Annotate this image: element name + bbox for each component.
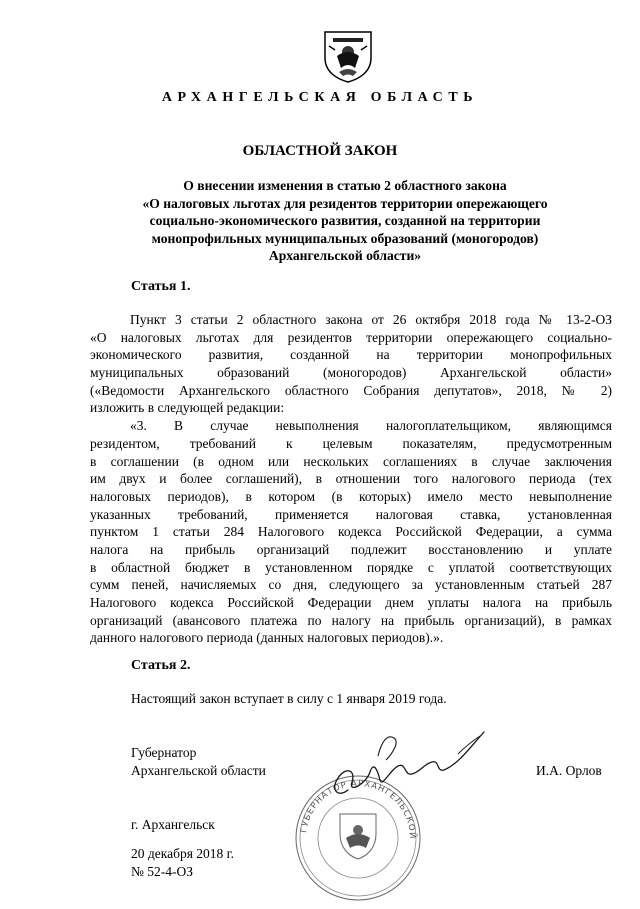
- handwritten-signature: [308, 720, 498, 810]
- law-number: № 52-4-ОЗ: [131, 864, 194, 879]
- article-1-line: Налогового кодекса Российской Федерации днем уплаты налога на прибыль: [90, 595, 612, 610]
- law-title-line: Архангельской области»: [268, 248, 422, 263]
- law-title-line: «О налоговых льготах для резидентов территории опережающего: [142, 195, 548, 211]
- issue-date: 20 декабря 2018 г.: [131, 846, 235, 861]
- article-1-line: налога на прибыль организаций подлежит восстановлению и уплате: [90, 541, 612, 557]
- article-1-line: в соглашении (в одном или нескольких соглашениях в случае заключения: [90, 453, 612, 469]
- article-1-line: организаций (авансового платежа по налогу на прибыль организаций), в рамках: [90, 612, 612, 628]
- signatory-region: Архангельской области: [131, 763, 266, 778]
- law-title-line: монопрофильных муниципальных образований (моногородов): [151, 230, 539, 246]
- coat-of-arms-emblem: [319, 28, 377, 84]
- region-name: АРХАНГЕЛЬСКАЯ ОБЛАСТЬ: [161, 90, 479, 105]
- article-1-heading: Статья 1.: [131, 279, 191, 294]
- signatory-name: И.А. Орлов: [536, 763, 602, 778]
- article-1-line: в областной бюджет в установленном порядке с уплатой соответствующих: [90, 559, 612, 575]
- article-1-line: указанных требований, применяется налоговая ставка, установленная: [90, 506, 612, 522]
- issue-city: г. Архангельск: [131, 817, 215, 832]
- article-1-body: [90, 311, 612, 647]
- article-1-line: изложить в следующей редакции:: [90, 400, 285, 416]
- law-title-line: социально-экономического развития, созданной на территории: [149, 213, 541, 228]
- law-title: [115, 177, 575, 265]
- article-1-line: («Ведомости Архангельского областного Собрания депутатов», 2018, № 2): [90, 382, 612, 398]
- article-2-text: Настоящий закон вступает в силу с 1 января 2019 года.: [131, 691, 447, 706]
- article-1-line: данного налогового периода (данных налоговых периодов).».: [90, 630, 444, 646]
- law-type: ОБЛАСТНОЙ ЗАКОН: [242, 143, 398, 159]
- signatory-position: Губернатор: [131, 745, 197, 760]
- seal-text: ГУБЕРНАТОР АРХАНГЕЛЬСКОЙ: [299, 778, 418, 840]
- law-title-line: О внесении изменения в статью 2 областного закона: [183, 178, 507, 193]
- article-1-line: муниципальных образований (моногородов) Архангельской области»: [90, 365, 612, 381]
- article-1-line: «3. В случае невыполнения налогоплательщиком, являющимся: [130, 418, 612, 434]
- article-2-heading: Статья 2.: [131, 658, 191, 673]
- article-1-line: им двух и более соглашений), в отношении того налогового периода (тех: [90, 471, 612, 487]
- article-1-line: «О налоговых льготах для резидентов территории опережающего социально-: [90, 329, 612, 345]
- article-1-line: резидентом, требований к целевым показателям, предусмотренным: [90, 435, 612, 451]
- article-1-line: сумм пеней, начисляемых со дня, следующего за установленным статьей 287: [90, 577, 612, 593]
- article-1-line: Пункт 3 статьи 2 областного закона от 26 октября 2018 года № 13-2-ОЗ: [130, 312, 612, 327]
- article-1-line: пунктом 1 статьи 284 Налогового кодекса Российской Федерации, а сумма: [90, 524, 612, 540]
- article-1-line: экономического развития, созданной на территории монопрофильных: [90, 347, 612, 363]
- article-1-line: налоговых периодов), в котором (в которых) имело место невыполнение: [90, 488, 612, 504]
